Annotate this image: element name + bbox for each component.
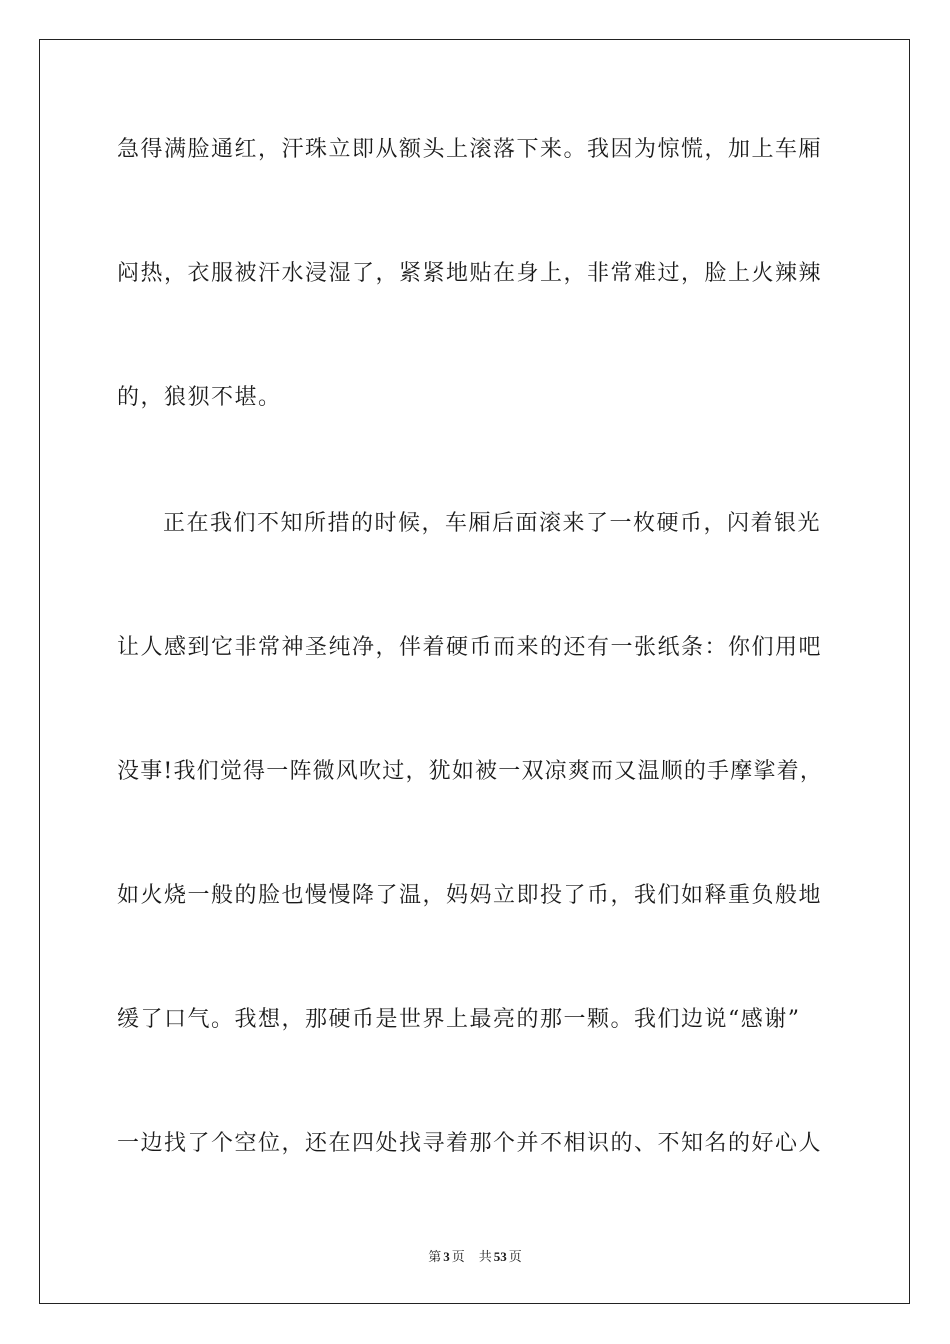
text-line-1: 急得满脸通红，汗珠立即从额头上滚落下来。我因为惊慌，加上车厢 (117, 137, 823, 162)
text-line-6: 没事!我们觉得一阵微风吹过，犹如被一双凉爽而又温顺的手摩挲着， (117, 759, 824, 784)
text-line-2: 闷热，衣服被汗水浸湿了，紧紧地贴在身上，非常难过，脸上火辣辣 (117, 261, 823, 286)
text-line-7: 如火烧一般的脸也慢慢降了温，妈妈立即投了币，我们如释重负般地 (117, 883, 823, 908)
page-footer (0, 1246, 950, 1265)
page-prefix: 第 (428, 1250, 442, 1265)
text-line-9: 一边找了个空位，还在四处找寻着那个并不相识的、不知名的好心人 (117, 1131, 823, 1156)
page-suffix: 页 (451, 1250, 465, 1265)
total-pages: 53 (493, 1249, 507, 1264)
text-line-4: 正在我们不知所措的时候，车厢后面滚来了一枚硬币，闪着银光 (163, 511, 822, 536)
total-suffix: 页 (508, 1250, 522, 1265)
text-line-3: 的，狼狈不堪。 (117, 385, 282, 410)
total-prefix: 共 (478, 1250, 492, 1265)
page-number: 3 (443, 1249, 450, 1264)
text-line-5: 让人感到它非常神圣纯净，伴着硬币而来的还有一张纸条：你们用吧 (117, 635, 823, 660)
page-frame (39, 39, 910, 1304)
text-line-8: 缓了口气。我想，那硬币是世界上最亮的那一颗。我们边说“感谢” (117, 1007, 801, 1032)
